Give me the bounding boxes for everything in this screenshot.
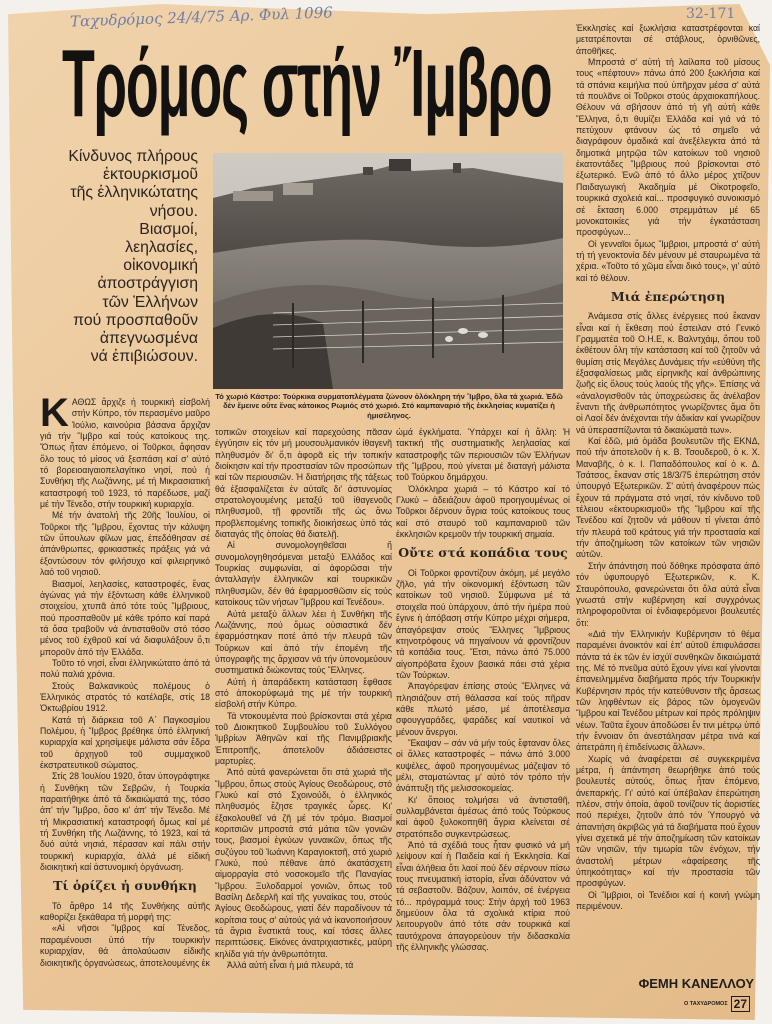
page-footer bbox=[684, 996, 750, 1012]
standfirst-line: ἀποστράγγιση bbox=[97, 275, 198, 293]
standfirst-line: νήσου. bbox=[149, 202, 198, 220]
standfirst-line: τῆς ἑλληνικώτατης bbox=[70, 184, 198, 202]
paragraph: Ἔκαψαν – σάν νά μήν τούς ἔφταναν ὅλες οἱ ἄλλες καταστροφές – πάνω ἀπό 3.000 κυψέλες, ἀφοῦ προηγουμένως μάζεψαν τό μέλι, σταματώντας μ' αὐτό τόν τρόπο τήν ἀνάπτυξη τῆς μελισσοκομείας. bbox=[396, 737, 570, 794]
subheading: Οὔτε στά κοπάδια τους bbox=[398, 545, 568, 561]
standfirst-line: νά ἐπιβιώσουν. bbox=[90, 348, 198, 366]
paragraph: Ἀπό τά σχέδιά τους ἦταν φυσικό νά μή λείψουν καί ἡ Παιδεία καί ἡ Ἐκκλησία. Καί εἶναι ἀλήθεια ὅτι λαοί πού δέν σέρνουν πίσω τους πνευματική ἱστορία, εἶναι ἀδύνατον νά τά σεβαστοῦν. Βάζουν, λοιπόν, σέ ἐνέργεια τό... πρόγραμμά τους: Στήν ἀρχή τοῦ 1963 δημεύουν ὅλα τά σχολικά κτίρια πού λειτουργοῦν ἀπό τότε σάν τουρκικά καί ταυτόχρονα ἀπαγορεύουν τήν διδασκαλία τῆς ἑλληνικῆς γλώσσας. bbox=[396, 840, 570, 953]
standfirst-line: λεηλασίες, bbox=[125, 239, 198, 257]
handwritten-archive-number: 32-171 bbox=[686, 6, 736, 22]
paragraph: ὠμά ἐγκλήματα. Ὑπάρχει καί ἡ ἄλλη: Ἡ τακτική τῆς συστηματικῆς λεηλασίας καί καταστροφῆς τῶν περιουσιῶν τῶν Ἑλλήνων τῆς Ἴμβρου, πού γίνεται μέ διαταγή μάλιστα τοῦ Τούρκου δημάρχου. bbox=[396, 427, 570, 483]
paragraph: Ὁλόκληρα χωριά – τό Κάστρο καί τό Γλυκύ – ἀδειάζουν ἀφοῦ προηγουμένως οἱ Τοῦρκοι δέρνουν ἄγρια τούς κατοίκους τους καί στό σταυρό τοῦ καμπαναριοῦ τῶν ἐκκλησιῶν κρεμοῦν τήν τουρκική σημαία. bbox=[396, 483, 570, 540]
standfirst-line: οἰκονομική bbox=[123, 257, 198, 275]
standfirst-line: πού προσπαθοῦν bbox=[73, 311, 198, 329]
paragraph: Τά ντοκουμέντα πού βρίσκονται στά χέρια τοῦ Διοικητικοῦ Συμβουλίου τοῦ Συλλόγου Ἰμβρίων Ἀθηνῶν καί τῆς Πανιμβριακῆς Ἐπιτροπῆς, ἀποτελοῦν ἀδιάσειστες μαρτυρίες. bbox=[215, 710, 392, 766]
article-column-3 bbox=[396, 427, 570, 997]
paragraph: Ἀπαγόρεψαν ἐπίσης στούς Ἕλληνες νά πλησιάζουν στή θάλασσα καί τούς πῆραν κάθε πλωτό μέσο, μέ ἀποτέλεσμα σφουγγαράδες, ψαράδες καί ναυτικοί νά μένουν ἄνεργοι. bbox=[396, 681, 570, 737]
paragraph: ΑΘΩΣ ἄρχιζε ἡ τουρκική εἰσβολή στήν Κύπρο, τόν περασμένο μαῦρο Ἰούλιο, καινούρια βάσανα ἄρχιζαν γιά τήν Ἴμβρο καί τούς κατοίκους της. Ὅπως ἦταν ἐπόμενο, οἱ Τοῦρκοι, ἄφησαν ὅλο τους τό μίσος νά ξεσπάση καί σ' αὐτό τό βορειοαιγαιοπελαγίτικο νησί, πού ἡ Συνθήκη τῆς Λωζάννης, μέ τή Μικρασιατική καταστροφή τοῦ 1923, τό παρέδωσε, μαζί μέ τήν Τένεδο, στήν τουρκική κυριαρχία. bbox=[40, 397, 210, 510]
paragraph: Αὐτή ἡ ἀπαράδεκτη κατάσταση ἔφθασε στό ἀποκορύφωμά της μέ τήν τουρκική εἰσβολή στήν Κύπρο. bbox=[215, 676, 392, 710]
handwritten-source-note: Ταχυδρόμος 24/4/75 Αρ. Φυλ 1096 bbox=[69, 3, 334, 31]
standfirst bbox=[40, 148, 198, 366]
paragraph: τοπικῶν στοιχείων καί παρεχούσης πᾶσαν ἐγγύησιν εἰς τόν μή μουσουλμανικόν ἰθαγενῆ πληθυσμόν δι' ὅ,τι ἀφορᾶ εἰς τήν τοπικήν διοίκησιν καί τήν προστασίαν τῶν προσώπων καί τῶν περιουσιῶν. Ἡ διατήρησις τῆς τάξεως θά ἐξασφαλίζεται ἐν αὐταῖς δι' ἀστυνομίας στρατολογουμένης μεταξύ τοῦ ἰθαγενοῦς πληθυσμοῦ, τῇ φροντίδι τῆς ὡς ἄνω προβλεπομένης τοπικῆς διοικήσεως ὑπό τάς διαταγάς τῆς ὁποίας θά διατελῇ. bbox=[215, 427, 392, 540]
paragraph: Ἀλλά αὐτή εἶναι ἡ μιά πλευρά, τά bbox=[227, 960, 354, 971]
paragraph: Ἀπό αὐτά φανερώνεται ὅτι στά χωριά τῆς Ἴμβρου, ὅπως στούς Ἁγίους Θεοδώρους, στό Γλυκύ καί στό Σχοινούδι, ὁ ἑλληνικός πληθυσμός ἔζησε τραγικές ὧρες. Κι' ἐξακολουθεῖ νά ζῆ μέ τόν τρόμο. Βιασμοί κοριτσιῶν μπροστά στά μάτια τῶν γονιῶν τους, βιασμοί ἐγκύων γυναικῶν, ὅπως τῆς συζύγου τοῦ Ἰωάννη Καραγιοκτσῆ, στό χωριό Γλυκύ, πού πέθανε ἀπό ἀκατάσχετη αἱμορραγία στό νοσοκομεῖο τῆς Παναγίας Ἴμβρου. Ξυλοδαρμοί γονιῶν, ὅπως τοῦ Βασίλη Δεδερλῆ καί τῆς γυναίκας του, στούς Ἁγίους Θεοδώρους, γιατί δέν παραδίνουν τά κορίτσια τους σ' αὐτούς γιά νά ἱκανοποιήσουν τά ἄγρια ἔνστικτά τους, καί τόσες ἄλλες περιπτώσεις. Εἰκόνες ἀνατριχιαστικές, μαύρη κηλίδα γιά τήν ἀνθρωπότητα. bbox=[215, 767, 392, 959]
headline: Τρόμος στήν Ἴμβρο bbox=[62, 30, 552, 137]
author-byline: ΦΕΜΗ ΚΑΝΕΛΛΟΥ bbox=[638, 976, 754, 991]
paragraph: Μέ τήν ἀνατολή τῆς 20ῆς Ἰουλίου, οἱ Τοῦρκοι τῆς Ἴμβρου, ἔχοντας τήν κάλυψη τῶν ὕπουλων φίλων μας, ἐπεδόθησαν σέ ἀπάνθρωπες, φρικιαστικές πράξεις γιά νά ἐξοντώσουν τόν φιλήσυχο καί φιλειρηνικό λαό τοῦ νησιοῦ. bbox=[40, 510, 210, 578]
paragraph: Καί ἐδῶ, μιά ὁμάδα βουλευτῶν τῆς ΕΚΝΔ, πού τήν ἀποτελοῦν ἡ κ. Β. Τσουδεροῦ, ὁ κ. Χ. Μαναβῆς, ὁ κ. Ι. Παπαδόπουλος καί ὁ κ. Δ. Τσάτσος, ἔκαναν στίς 18/3/75 ἐπερώτηση στόν ὑπουργό Ἐξωτερικῶν. Σ' αὐτή ἀναφέρουν πώς ἔχουν τά πράγματα στό νησί, τόν κίνδυνο τοῦ τέλειου «ἐκτουρκισμοῦ» τῆς Ἴμβρου καί τῆς Τενέδου καί ζητοῦν νά μάθουν τί γίνεται ἀπό τήν πλευρά τοῦ κράτους γιά τήν προστασία καί τήν ἀποζημίωση τῶν κατοίκων τῶν νησιῶν αὐτῶν. bbox=[576, 436, 760, 560]
standfirst-line: ἐκτουρκισμοῦ bbox=[102, 166, 198, 184]
paragraph: Ἐκκλησίες καί ξωκλήσια καταστρέφονται καί μετατρέπονται σέ στάβλους, ὀρνιθῶνες, ἀποθῆκες. bbox=[576, 23, 760, 56]
paragraph: Χωρίς νά ἀναφέρεται σέ συγκεκριμένα μέτρα, ἡ ἀπάντηση θεωρήθηκε ἀπό τούς βουλευτές αὐτούς, ὅπως ἦταν ἐπόμενο, ἀνεπαρκής. Γι' αὐτό καί ὑπέβαλαν ἐπερώτηση πλέον, στήν ὁποία, ἀφοῦ τονίζουν τίς ἀοριστίες πού περιέχει, ζητοῦν ἀπό τόν Ὑπουργό νά ἀπαντήση ἀκριβῶς γιά τά διαβήματα πού ἔχουν γίνει σχετικά μέ τήν ἀποζημίωση τῶν κατοίκων τῶν νησιῶν, τήν τιμωρία τῶν ἐνόχων, τήν ἀναστολή μέτρων «ἀφαίρεσης τῆς ὑπηκοότητας» καί τήν προστασία τῶν προσφύγων. bbox=[576, 753, 760, 889]
paragraph: Κι' ὅποιος τολμήσει νά ἀντισταθῆ, συλλαμβάνεται ἀμέσως ἀπό τούς Τούρκους καί ἀφοῦ ξυλοκοπηθῆ ἄγρια κλείνεται σέ στρατόπεδο συγκεντρώσεως. bbox=[396, 794, 570, 839]
standfirst-line: ἀπεγνωσμένα bbox=[99, 330, 198, 348]
paragraph: Τό ἄρθρο 14 τῆς Συνθήκης αὐτῆς καθορίζει ξεκάθαρα τή μορφή της: bbox=[40, 900, 210, 923]
paragraph: Ἀνάμεσα στίς ἄλλες ἐνέργειες πού ἔκαναν εἶναι καί ἡ ἔκθεση πού ἔστειλαν στό Γενικό Γραμματέα τοῦ Ο.Η.Ε, κ. Βαλντχάιμ, ὅπου τοῦ ἐκθέτουν ὅλη τήν κατάσταση καί τοῦ ζητοῦν νά θυμίση στίς Μεγάλες Δυνάμεις τήν «εὐθύνη τῆς ἐξασφαλίσεως μιᾶς εἰρηνικῆς καί ἀνθρώπινης ζωῆς εἰς ὅλους τούς λαούς τῆς γῆς». Ἐπίσης νά «ἀναλογισθοῦν τάς ὑποχρεώσεις ἅς ἀνέλαβον ἔναντι τῆς ἀνθρωπότητος γνωρίζοντες ἅμα ὅτι οἱ Λαοί δέν ἀνέχονται τήν ἀδικίαν καί γνωρίζουν νά ὑπερασπίζωνται τά δικαιώματά των». bbox=[576, 311, 760, 435]
paragraph: Οἱ Τοῦρκοι φροντίζουν ἀκόμη, μέ μεγάλο ζῆλο, γιά τήν οἰκονομική ἐξόντωση τῶν κατοίκων τοῦ νησιοῦ. Σύμφωνα μέ τά στοιχεῖα πού ὑπάρχουν, ἀπό τήν ἡμέρα πού ἔγινε ἡ ἀπόβαση στήν Κύπρο μέχρι σήμερα, ἀπαγόρεψαν στούς Ἕλληνες Ἴμβριους κτηνοτρόφους νά πηγαίνουν νά φροντίζουν τά κοπάδια τους. Ἔτσι, πάνω ἀπό 75.000 αἰγοπρόβατα ἔχουν βασικά πάει στά χέρια τῶν Τούρκων. bbox=[396, 567, 570, 680]
paragraph: Βιασμοί, λεηλασίες, καταστροφές, ἕνας ἀγώνας γιά τήν ἐξόντωση κάθε ἑλληνικοῦ στοιχείου, χτυπᾶ ἀπό τότε τούς Ἴμβριους, πού προσπαθοῦν μέ κάθε τρόπο καί παρά τά ὅσα τραβοῦν νά ἀντισταθοῦν στό τόσο μένος τοῦ ἐχθροῦ καί νά διαφυλάξουν ὅ,τι μποροῦν ἀπό τήν Ἑλλάδα. bbox=[40, 578, 210, 657]
photo-caption: Τό χωριό Κάστρο: Τούρκικα συρματοπλέγματα ζώνουν ὁλόκληρη τήν Ἴμβρο, ὅλα τά χωριά. Ἐδῶ δέν ἔμεινε οὔτε ἕνας κάτοικος Ρωμιός στό χωριό. Στό καμπαναριό τῆς ἐκκλησίας κυματίζει ἡ ἡμισέληνος. bbox=[215, 392, 563, 420]
drop-cap: Κ bbox=[40, 397, 69, 435]
paragraph: Στίς 28 Ἰουλίου 1920, ὅταν ὑπογράφτηκε ἡ Συνθήκη τῶν Σεβρῶν, ἡ Τουρκία παραιτήθηκε ἀπό τά δικαιώματά της, τόσο ἀπ' τήν Ἴμβρο, ὅσο κι' ἀπ' τήν Τένεδο. Μέ τή Μικρασιατική καταστροφή ὅμως καί μέ τή Συνθήκη τῆς Λωζάννης, τό 1923, καί τά δυό αὐτά νησιά, πέρασαν καί πάλι στήν τουρκική κυριαρχία, ἀλλά μέ εἰδική διοικητική καί ἀστυνομική ὀργάνωση. bbox=[40, 771, 210, 873]
paragraph: Οἱ γενναῖοι ὅμως Ἴμβριοι, μπροστά σ' αὐτή τή τή γενοκτονία δέν μένουν μέ σταυρωμένα τά χέρια. «Τοῦτο τό χῶμα εἶναι δικό τους», γι' αὐτό καί τό θέλουν. bbox=[576, 238, 760, 283]
village-photo bbox=[213, 153, 563, 389]
paragraph: Μπροστά σ' αὐτή τή λαίλαπα τοῦ μίσους τους «πέφτουν» πάνω ἀπό 200 ξωκλήσια καί τά σπάνια κειμήλια πού ὑπῆρχαν μέσα σ' αὐτά τά πουλᾶνε οἱ Τοῦρκοι στούς ἀρχαιοκαπήλους. Θέλουν νά σβήσουν ἀπό τή γῆ αὐτή κάθε Ἕλληνα, ὅ,τι θυμίζει Ἑλλάδα καί γιά νά τό πετύχουν φτάνουν ὡς τό σημεῖο νά διαγράφουν ὁμαδικά καί ἀνεξέλεγκτα ἀπό τά δημοτικά μητρῷα τῶν κατοίκων τοῦ νησιοῦ ἑκατοντάδες Ἴμβριους πού βρίσκονται στό ἐξωτερικό. Ἐνῶ ἀπό τό ἄλλο μέρος χτίζουν Παιδαγωγική Ἀκαδημία μέ Οἰκοτροφεῖο, τουρκικά σχολειά καί... προσφυγικό συνοικισμό σέ ἔκταση 6.000 στρεμμάτων μέ 65 μονοκατοικίες γιά τήν ἐγκατάσταση προσφύγων... bbox=[576, 57, 760, 238]
paragraph: Αἱ συνομολογηθεῖσαι ἤ συνομολογηθησόμεναι μεταξύ Ἑλλάδος καί Τουρκίας συμφωνίαι, αἱ ἀφορῶσαι τήν ἀνταλλαγήν ἑλληνικῶν καί τουρκικῶν πληθυσμῶν, δέν θά ἐφαρμοσθῶσιν εἰς τούς κατοίκους τῶν νήσων Ἴμβρου καί Τενέδου». bbox=[215, 540, 392, 608]
paragraph: «Αἱ νῆσοι Ἴμβρος καί Τένεδος, παραμένουσι ὑπό τήν τουρκικήν κυριαρχίαν, θά ἀπολαύωσιν εἰδικῆς διοικητικῆς ὀργανώσεως, ἀποτελουμένης ἐκ bbox=[40, 923, 210, 968]
standfirst-line: Κίνδυνος πλήρους bbox=[68, 148, 198, 165]
publication-name: Ο ΤΑΧΥΔΡΟΜΟΣ bbox=[684, 1001, 728, 1007]
paragraph: Κατά τή διάρκεια τοῦ Α΄ Παγκοσμίου Πολέμου, ἡ Ἴμβρος βρέθηκε ὑπό ἑλληνική κυριαρχία καί χρησίμεψε μάλιστα σάν ἕδρα τοῦ ἀρχηγοῦ τοῦ συμμαχικοῦ ἐκστρατευτικοῦ σώματος. bbox=[40, 714, 210, 770]
paragraph: Στούς Βαλκανικούς πολέμους ὁ Ἑλληνικός στρατός τό κατέλαβε, στίς 18 Ὀκτωβρίου 1912. bbox=[40, 680, 210, 714]
subheading: Μιά ἐπερώτηση bbox=[610, 288, 726, 304]
standfirst-line: Βιασμοί, bbox=[139, 220, 198, 238]
paragraph: Στήν ἀπάντηση πού δόθηκε πρόσφατα ἀπό τόν ὑφυπουργό Ἐξωτερικῶν, κ. Κ. Σταυρόπουλο, φανερώνεται ὅτι ὅλα αὐτά εἶναι γνωστά στήν κυβέρνηση καί συγχρόνως πληροφοροῦνται οἱ ἐνδιαφερόμενοι βουλευτές ὅτι: bbox=[576, 560, 760, 628]
subheading: Τί ὁρίζει ἡ συνθήκη bbox=[53, 878, 197, 894]
page-number: 27 bbox=[731, 996, 750, 1012]
article-column-1 bbox=[40, 397, 210, 997]
paragraph: Οἱ Ἴμβριοι, οἱ Τενέδιοι καί ἡ κοινή γνώμη περιμένουν. bbox=[576, 889, 760, 912]
paragraph: «Διά τήν Ἑλληνικήν Κυβέρνησιν τό θέμα παραμένει ἀνοικτόν καί ἐπ' αὐτοῦ ἐπιφυλάσσει πάντα τά ἐκ τῶν ἐν ἰσχύϊ συνθηκῶν δικαιώματά της. Μέ τό πνεῦμα αὐτό ἔχουν γίνει καί γίνονται ἐπανειλημμένα διαβήματα πρός τήν Τουρκικήν Κυβέρνησιν πρός τήν κατεύθυνσιν τῆς ἄρσεως τῶν ληφθέντων εἰς βάρος τῶν ὁμογενῶν Ἴμβρου καί Τενέδου μέτρων καί πρός πρόληψιν νέων. Ταῦτα ἔχουν ἀποδώσει ἔν τινι μέτρῳ ὑπό τήν ἔννοιαν ὅτι ἀνεστάλησαν μέτρα τινά καί ἀπετράπη ἡ ἐπιδείνωσις ἄλλων». bbox=[576, 628, 760, 753]
paragraph: Τοῦτο τό νησί, εἶναι ἑλληνικώτατο ἀπό τά πολύ παλιά χρόνια. bbox=[40, 657, 210, 680]
standfirst-line: τῶν Ἑλλήνων bbox=[102, 293, 198, 311]
article-column-4 bbox=[576, 23, 760, 975]
paragraph: Αὐτά μεταξύ ἄλλων λέει ἡ Συνθήκη τῆς Λωζάννης, πού ὅμως οὐσιαστικά δέν ἐφαρμόστηκαν ποτέ ἀπό τήν πλευρά τῶν Τούρκων καί ἀπό τήν ἐπομένη τῆς ὑπογραφῆς της ἄρχισαν νά τήν ὑπονομεύουν συστηματικά διώκοντας τούς Ἕλληνες. bbox=[215, 608, 392, 676]
article-column-2 bbox=[215, 427, 392, 997]
